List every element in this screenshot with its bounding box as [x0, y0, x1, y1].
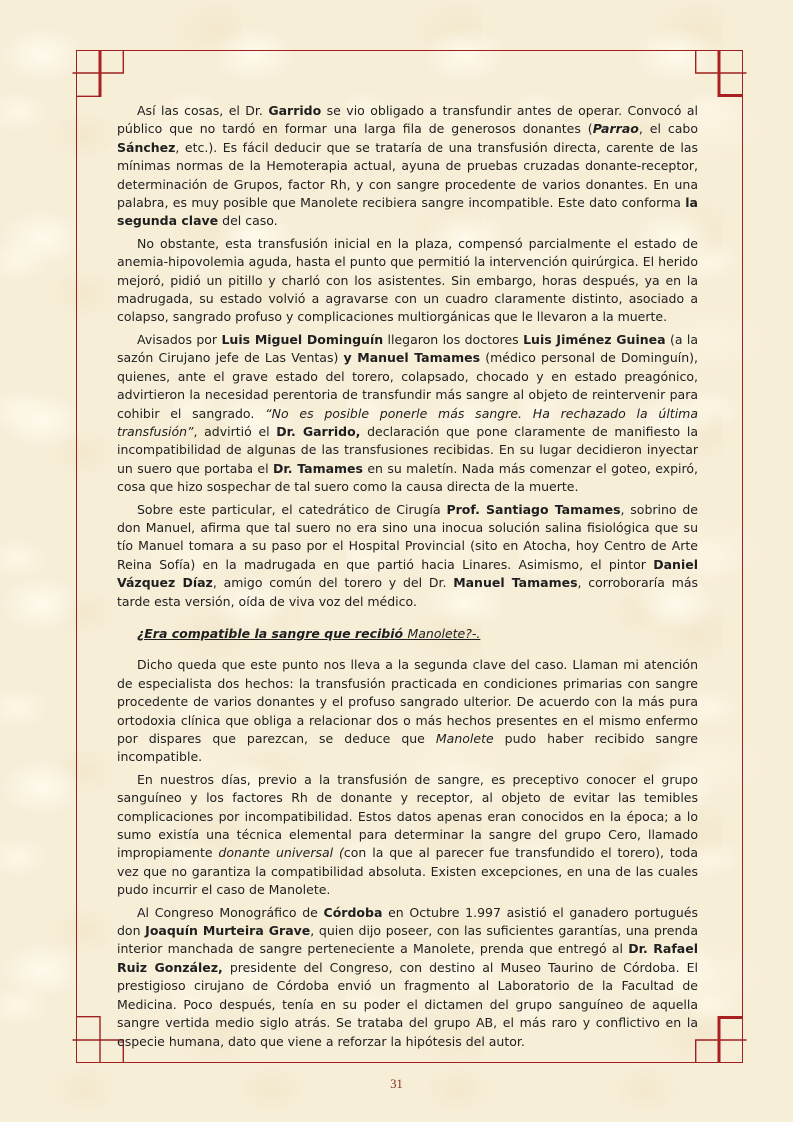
page-border-frame: [76, 50, 743, 1063]
text-run: Sobre este particular, el catedrático de Cirugía: [137, 501, 447, 517]
text-run: Daniel Vázquez Díaz: [117, 556, 698, 591]
text-run: (médico personal de Dominguín), quienes, ante el grave estado del torero, colapsado, chocado y en estado preagónico, advirtieron la necesidad perentoria de transfundir más sangre al objeto de reintervenir para cohibir el sangrado.: [117, 350, 698, 421]
text-run: (a la sazón Cirujano jefe de Las Ventas): [117, 331, 699, 366]
text-run: llegaron los doctores: [383, 331, 524, 347]
paragraph: [117, 331, 698, 497]
text-run: en Octubre 1.997 asistió el ganadero portugués don: [117, 904, 699, 939]
paragraph: [117, 771, 698, 900]
text-run: , amigo común del torero y del Dr.: [212, 575, 454, 591]
text-run: , quien dijo poseer, con las suficientes garantías, una prenda interior manchada de sangre perteneciente a Manolete, prenda que entregó al: [117, 923, 699, 957]
text-run: la segunda clave: [117, 195, 698, 229]
paragraph: [117, 102, 698, 231]
text-run: con la que al parecer fue transfundido el torero), toda vez que no garantiza la compatibilidad absoluta. Existen excepciones, en una de las cuales pudo incurrir el caso de Manolete.: [117, 845, 698, 898]
paragraph: [117, 235, 698, 327]
text-run: Joaquín Murteira Grave: [145, 923, 311, 939]
text-run: , advirtió el: [193, 423, 277, 439]
text-run: Dr. Rafael Ruiz González,: [117, 941, 698, 975]
paragraph: [117, 904, 698, 1051]
text-run: Avisados por: [137, 331, 222, 347]
section-heading: [117, 625, 698, 643]
text-run: presidente del Congreso, con destino al Museo Taurino de Córdoba. El prestigioso cirujano de Córdoba envió un fragmento al Laboratorio de la Facultad de Medicina. Poco después, tenía en su poder el dictamen del grupo sanguíneo de aquella sangre vertida medio siglo atrás. Se trataba del grupo AB, el más raro y conflictivo en la especie humana, dato que viene a reforzar la hipótesis del autor.: [117, 959, 698, 1049]
text-run: y Manuel Tamames: [343, 350, 481, 366]
text-run: donante universal (: [218, 845, 344, 861]
text-run: Así las cosas, el Dr.: [137, 103, 269, 118]
text-run: Garrido: [268, 103, 322, 118]
text-run: Córdoba: [323, 904, 383, 920]
text-run: ¿Era compatible la sangre que recibió: [137, 625, 408, 641]
text-run: Prof. Santiago Tamames: [446, 501, 621, 517]
text-run: , sobrino de don Manuel, afirma que tal suero no era sino una inocua solución salina fisiológica que su tío Manuel tomara a su paso por el Hospital Provincial (sito en Atocha, hoy Centro de Arte Reina Sofía) en la madrugada en que partió hacia Linares. Asimismo, el pintor: [117, 501, 698, 572]
text-run: Dr. Tamames: [272, 460, 363, 476]
page-number: 31: [390, 1077, 403, 1091]
text-run: Manolete: [435, 731, 494, 746]
text-run: Dicho queda que este punto nos lleva a la segunda clave del caso. Llaman mi atención de especialista dos hechos: la transfusión practicada en condiciones primarias con sangre procedente de varios donantes y el profuso sangrado ulterior. De acuerdo con la más pura ortodoxia clínica que obliga a relacionar dos o más hechos presentes en el mismo enfermo por dispares que parezcan, se deduce que: [117, 657, 698, 746]
text-run: se vio obligado a transfundir antes de operar. Convocó al público que no tardó en formar una larga fila de generosos donantes (: [117, 103, 699, 137]
text-run: , el cabo: [638, 121, 698, 137]
text-column: [77, 51, 742, 1055]
text-run: Manuel Tamames: [453, 575, 578, 591]
text-run: declaración que pone claramente de manifiesto la incompatibilidad de algunas de las transfusiones recibidas. En su lugar decidieron inyectar un suero que portaba el: [117, 423, 699, 476]
text-run: “No es posible ponerle más sangre. Ha rechazado la última transfusión”: [117, 405, 698, 439]
text-run: En nuestros días, previo a la transfusión de sangre, es preceptivo conocer el grupo sanguíneo y los factores Rh de donante y receptor, al objeto de evitar las temibles complicaciones por incompatibilidad. Estos datos apenas eran conocidos en la época; a lo sumo existía una técnica elemental para determinar la sangre del grupo Cero, llamado impropiamente: [117, 771, 698, 861]
text-run: Dr. Garrido,: [276, 423, 361, 439]
text-run: pudo haber recibido sangre incompatible.: [117, 731, 698, 765]
text-run: en su maletín. Nada más comenzar el goteo, expiró, cosa que hizo sospechar de tal suero como la causa directa de la muerte.: [117, 460, 698, 495]
text-run: Sánchez: [117, 139, 176, 155]
text-run: , etc.). Es fácil deducir que se trataría de una transfusión directa, carente de las mínimas normas de la Hemoterapia actual, ayuna de pruebas cruzadas donante-receptor, determinación de Grupos, factor Rh, y con sangre procedente de varios donantes. En una palabra, es muy posible que Manolete recibiera sangre incompatible. Este dato conforma: [117, 139, 698, 211]
paragraph: [117, 501, 698, 611]
text-run: Luis Jiménez Guinea: [523, 331, 666, 347]
text-run: Parrao: [592, 121, 639, 137]
text-run: Manolete?-.: [407, 625, 481, 641]
text-run: No obstante, esta transfusión inicial en la plaza, compensó parcialmente el estado de anemia-hipovolemia aguda, hasta el punto que permitió la intervención quirúrgica. El herido mejoró, pidió un pitillo y charló con los asistentes. Sin embargo, horas después, ya en la madrugada, su estado volvió a agravarse con un cuadro claramente distinto, asociado a colapso, sangrado profuso y complicaciones multiorgánicas que le llevaron a la muerte.: [117, 235, 698, 325]
text-run: Al Congreso Monográfico de: [137, 904, 324, 920]
text-run: , corroboraría más tarde esta versión, oída de viva voz del médico.: [117, 575, 698, 609]
text-run: del caso.: [218, 213, 278, 229]
text-run: Luis Miguel Dominguín: [221, 331, 384, 347]
paragraph: [117, 656, 698, 766]
